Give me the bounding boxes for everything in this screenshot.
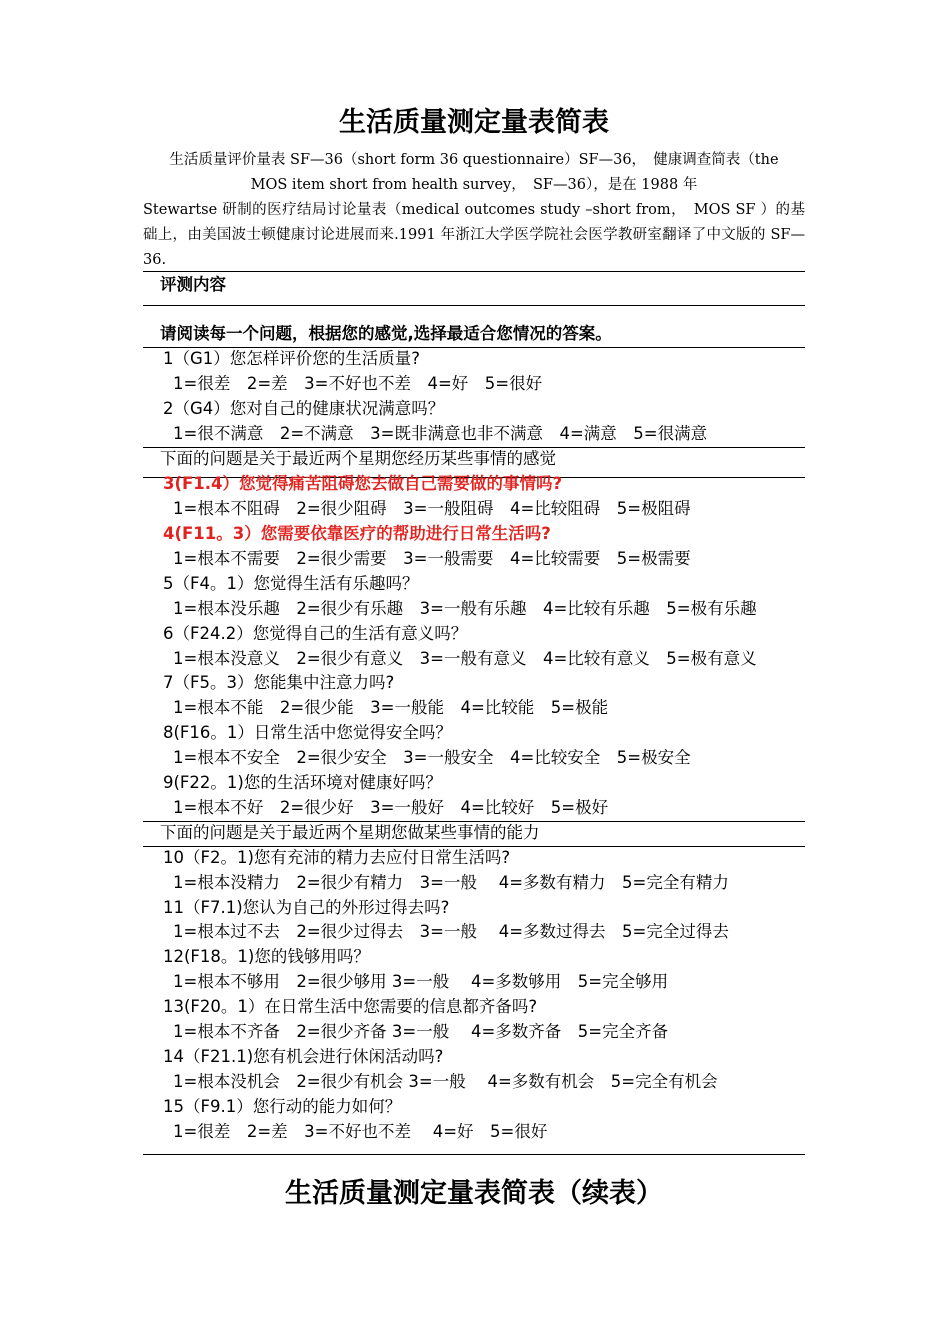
question-11: 11（F7.1)您认为自己的外形过得去吗?	[163, 898, 450, 917]
group-3-heading: 下面的问题是关于最近两个星期您做某些事情的能力	[160, 823, 540, 842]
answer-6: 1=根本没意义 2=很少有意义 3=一般有意义 4=比较有意义 5=极有意义	[173, 649, 757, 668]
instruction-text: 请阅读每一个问题，根据您的感觉,选择最适合您情况的答案。	[160, 324, 612, 343]
question-12: 12(F18。1)您的钱够用吗？	[163, 947, 370, 966]
answer-15: 1=很差 2=差 3=不好也不差 4=好 5=很好	[173, 1122, 548, 1141]
answer-7: 1=根本不能 2=很少能 3=一般能 4=比较能 5=极能	[173, 698, 609, 717]
answer-5: 1=根本没乐趣 2=很少有乐趣 3=一般有乐趣 4=比较有乐趣 5=极有乐趣	[173, 599, 757, 618]
question-10: 10（F2。1)您有充沛的精力去应付日常生活吗?	[163, 848, 511, 867]
question-14: 14（F21.1)您有机会进行休闲活动吗?	[163, 1047, 444, 1066]
answer-8: 1=根本不安全 2=很少安全 3=一般安全 4=比较安全 5=极安全	[173, 748, 691, 767]
answer-2: 1=很不满意 2=不满意 3=既非满意也非不满意 4=满意 5=很满意	[173, 424, 708, 443]
group-2-heading: 下面的问题是关于最近两个星期您经历某些事情的感觉	[160, 449, 556, 468]
section-heading: 评测内容	[160, 275, 226, 294]
rule-8	[143, 1154, 805, 1155]
intro-line-2: MOS item short from health survey， SF—36），是在 1988 年	[250, 177, 698, 193]
rule-2	[143, 305, 805, 306]
answer-12: 1=根本不够用 2=很少够用 3=一般 4=多数够用 5=完全够用	[173, 972, 669, 991]
answer-1: 1=很差 2=差 3=不好也不差 4=好 5=很好	[173, 374, 543, 393]
question-7: 7（F5。3）您能集中注意力吗?	[163, 673, 395, 692]
document-title: 生活质量测定量表简表	[339, 107, 609, 138]
answer-13: 1=根本不齐备 2=很少齐备 3=一般 4=多数齐备 5=完全齐备	[173, 1022, 669, 1041]
question-2: 2（G4）您对自己的健康状况满意吗？	[163, 399, 445, 418]
question-4: 4(F11。3）您需要依靠医疗的帮助进行日常生活吗?	[163, 524, 551, 543]
continued-title: 生活质量测定量表简表（续表）	[285, 1178, 663, 1209]
answer-10: 1=根本没精力 2=很少有精力 3=一般 4=多数有精力 5=完全有精力	[173, 873, 729, 892]
answer-9: 1=根本不好 2=很少好 3=一般好 4=比较好 5=极好	[173, 798, 609, 817]
answer-11: 1=根本过不去 2=很少过得去 3=一般 4=多数过得去 5=完全过得去	[173, 922, 729, 941]
question-15: 15（F9.1）您行动的能力如何？	[163, 1097, 402, 1116]
question-3: 3(F1.4）您觉得痛苦阻碍您去做自己需要做的事情吗?	[163, 474, 563, 493]
question-1: 1（G1）您怎样评价您的生活质量?	[163, 349, 421, 368]
answer-4: 1=根本不需要 2=很少需要 3=一般需要 4=比较需要 5=极需要	[173, 549, 691, 568]
question-9: 9(F22。1)您的生活环境对健康好吗？	[163, 773, 442, 792]
intro-paragraph	[143, 148, 805, 273]
answer-3: 1=根本不阻碍 2=很少阻碍 3=一般阻碍 4=比较阻碍 5=极阻碍	[173, 499, 691, 518]
answer-14: 1=根本没机会 2=很少有机会 3=一般 4=多数有机会 5=完全有机会	[173, 1072, 718, 1091]
question-8: 8(F16。1）日常生活中您觉得安全吗？	[163, 723, 452, 742]
intro-line-1: 生活质量评价量表 SF—36（short form 36 questionnaire）SF—36， 健康调查简表（the	[169, 152, 779, 168]
question-6: 6（F24.2）您觉得自己的生活有意义吗？	[163, 624, 468, 643]
question-13: 13(F20。1）在日常生活中您需要的信息都齐备吗?	[163, 997, 538, 1016]
rule-1	[143, 271, 805, 272]
question-5: 5（F4。1）您觉得生活有乐趣吗？	[163, 574, 419, 593]
intro-line-3: Stewartse 研制的医疗结局讨论量表（medical outcomes study –short from， MOS SF ）的基础上，由美国波士顿健康讨论进展而来.1991 年浙江大学医学院社会医学教研室翻译了中文版的 SF—36.	[143, 202, 805, 268]
